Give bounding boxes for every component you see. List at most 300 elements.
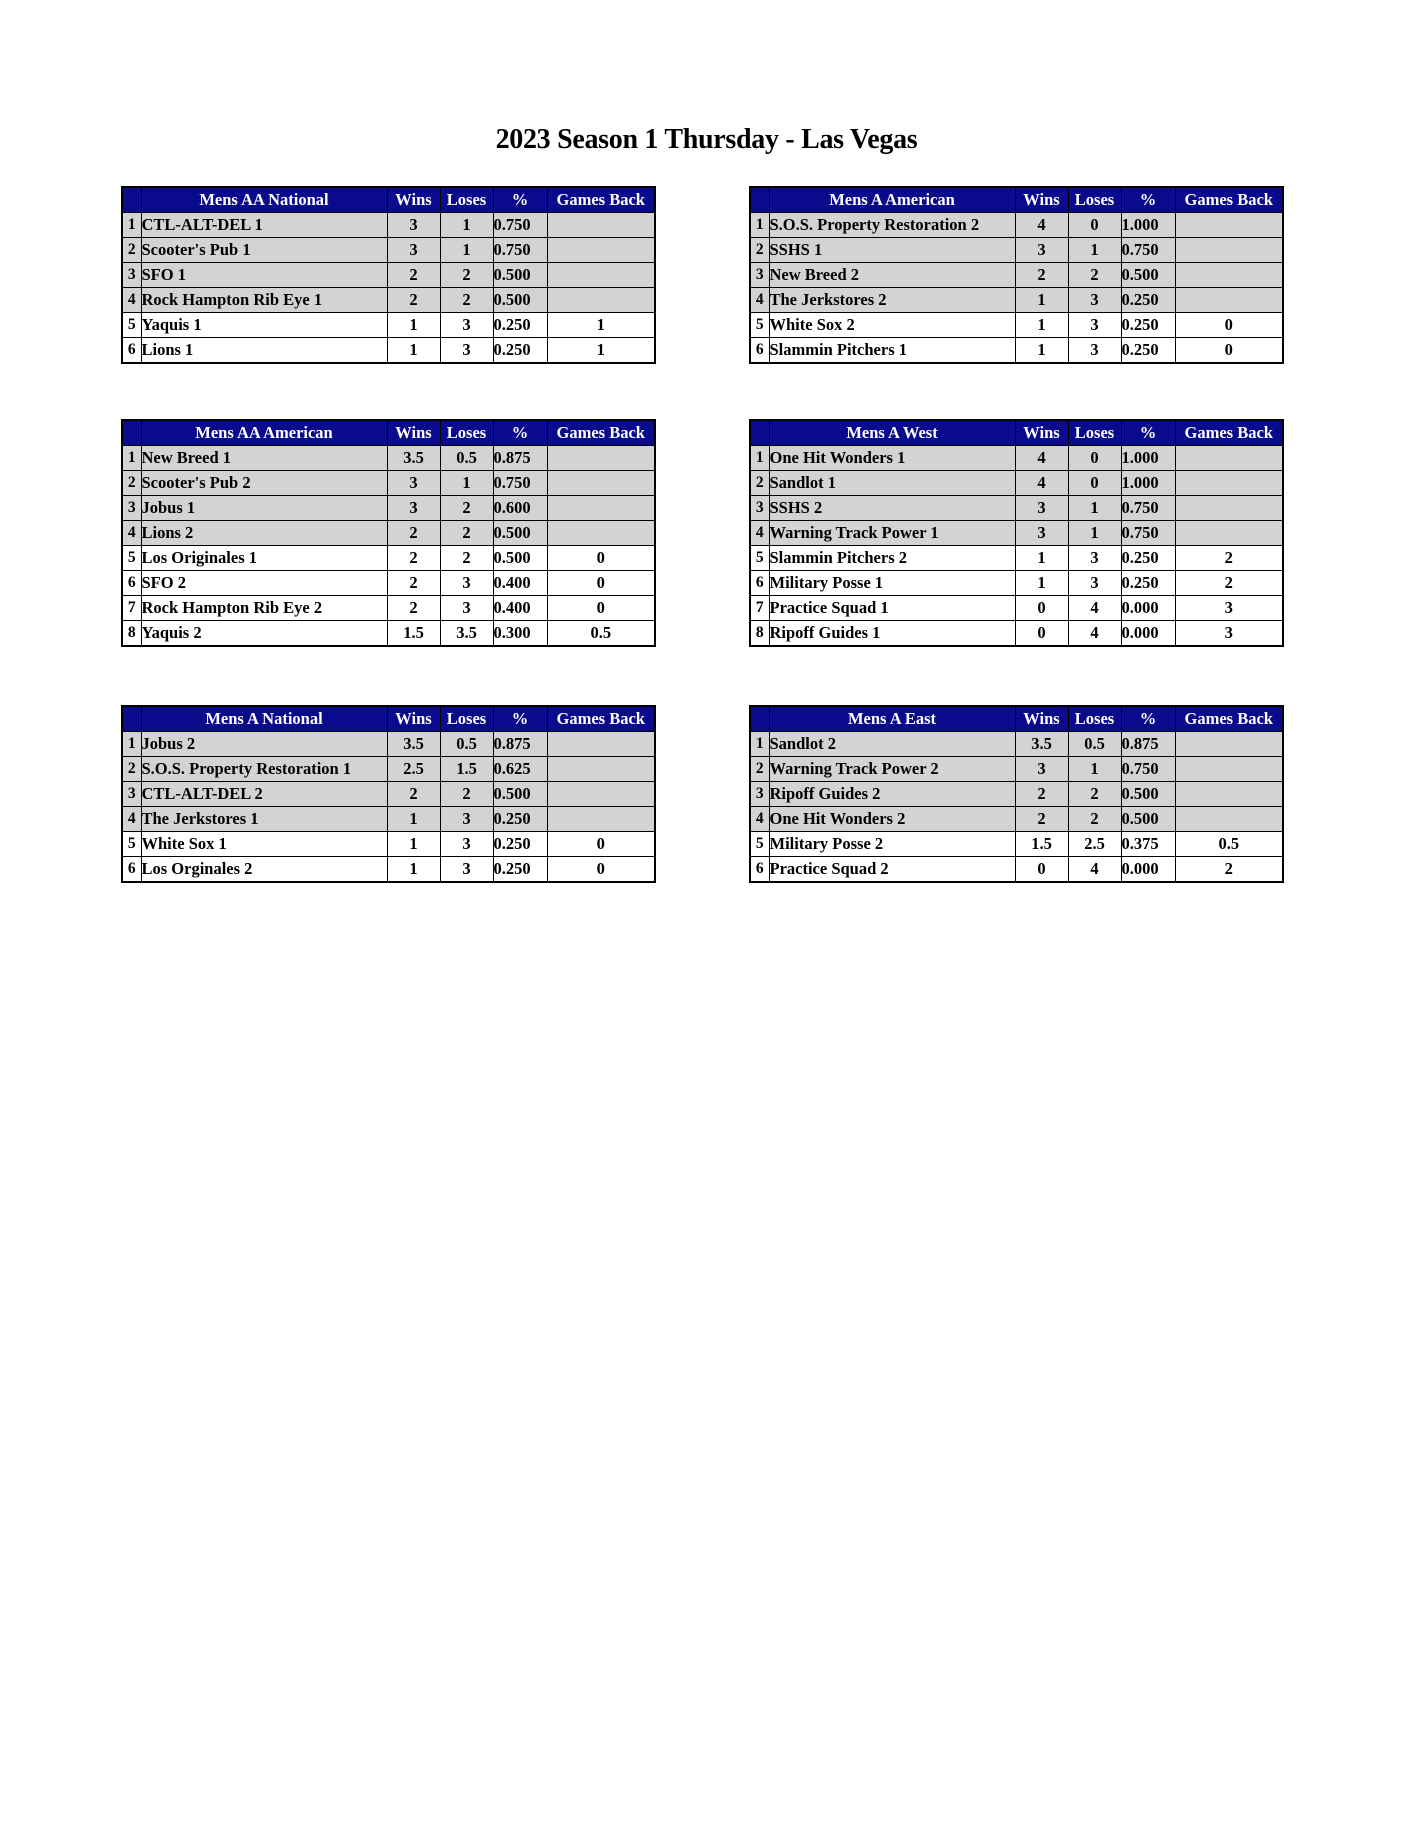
games-back-cell: 0.5 bbox=[1175, 832, 1283, 857]
rank-cell: 3 bbox=[750, 782, 769, 807]
rank-cell: 1 bbox=[750, 446, 769, 471]
wins-cell: 3 bbox=[1015, 496, 1068, 521]
rank-cell: 2 bbox=[750, 238, 769, 263]
rank-cell: 8 bbox=[750, 621, 769, 647]
games-back-header: Games Back bbox=[1175, 187, 1283, 213]
team-cell: CTL-ALT-DEL 2 bbox=[141, 782, 387, 807]
table-row bbox=[122, 521, 655, 546]
rank-cell: 4 bbox=[750, 288, 769, 313]
loses-cell: 3 bbox=[1068, 546, 1121, 571]
pct-cell: 0.750 bbox=[1121, 238, 1175, 263]
table-row bbox=[122, 471, 655, 496]
rank-cell: 7 bbox=[122, 596, 141, 621]
pct-cell: 0.500 bbox=[493, 546, 547, 571]
games-back-header: Games Back bbox=[547, 187, 655, 213]
team-cell: One Hit Wonders 2 bbox=[769, 807, 1015, 832]
team-cell: SFO 2 bbox=[141, 571, 387, 596]
table-row bbox=[122, 782, 655, 807]
rank-header bbox=[122, 420, 141, 446]
wins-cell: 2 bbox=[1015, 263, 1068, 288]
rank-header bbox=[750, 420, 769, 446]
wins-cell: 1 bbox=[387, 807, 440, 832]
games-back-cell bbox=[1175, 807, 1283, 832]
loses-cell: 0 bbox=[1068, 471, 1121, 496]
division-name: Mens A National bbox=[141, 706, 387, 732]
division-table bbox=[121, 186, 656, 364]
team-cell: Ripoff Guides 1 bbox=[769, 621, 1015, 647]
rank-cell: 1 bbox=[750, 213, 769, 238]
wins-cell: 1 bbox=[387, 832, 440, 857]
table-row bbox=[750, 546, 1283, 571]
table-row bbox=[750, 782, 1283, 807]
pct-cell: 0.500 bbox=[1121, 782, 1175, 807]
loses-cell: 0.5 bbox=[440, 446, 493, 471]
loses-cell: 2 bbox=[440, 496, 493, 521]
rank-cell: 7 bbox=[750, 596, 769, 621]
team-cell: Slammin Pitchers 1 bbox=[769, 338, 1015, 364]
rank-cell: 2 bbox=[122, 238, 141, 263]
team-cell: White Sox 1 bbox=[141, 832, 387, 857]
pct-cell: 0.500 bbox=[493, 521, 547, 546]
team-cell: Sandlot 2 bbox=[769, 732, 1015, 757]
games-back-cell bbox=[547, 471, 655, 496]
table-row bbox=[122, 621, 655, 647]
pct-cell: 0.000 bbox=[1121, 596, 1175, 621]
wins-cell: 0 bbox=[1015, 596, 1068, 621]
header-row bbox=[122, 187, 655, 213]
loses-header: Loses bbox=[1068, 706, 1121, 732]
loses-cell: 2 bbox=[440, 782, 493, 807]
pct-cell: 0.750 bbox=[1121, 496, 1175, 521]
rank-cell: 3 bbox=[122, 782, 141, 807]
loses-cell: 3 bbox=[440, 832, 493, 857]
team-cell: Scooter's Pub 2 bbox=[141, 471, 387, 496]
games-back-cell: 3 bbox=[1175, 596, 1283, 621]
header-row bbox=[750, 706, 1283, 732]
rank-cell: 2 bbox=[750, 471, 769, 496]
wins-cell: 2 bbox=[387, 571, 440, 596]
team-cell: One Hit Wonders 1 bbox=[769, 446, 1015, 471]
rank-cell: 6 bbox=[122, 338, 141, 364]
wins-cell: 2 bbox=[387, 263, 440, 288]
rank-cell: 6 bbox=[122, 857, 141, 883]
loses-cell: 1 bbox=[440, 213, 493, 238]
team-cell: Warning Track Power 2 bbox=[769, 757, 1015, 782]
wins-header: Wins bbox=[387, 187, 440, 213]
team-cell: SSHS 1 bbox=[769, 238, 1015, 263]
table-row bbox=[122, 807, 655, 832]
pct-cell: 0.600 bbox=[493, 496, 547, 521]
rank-cell: 5 bbox=[122, 546, 141, 571]
wins-cell: 2 bbox=[387, 596, 440, 621]
wins-cell: 1 bbox=[387, 338, 440, 364]
team-cell: Jobus 1 bbox=[141, 496, 387, 521]
division-name: Mens A American bbox=[769, 187, 1015, 213]
division-table bbox=[121, 419, 656, 647]
games-back-cell bbox=[547, 757, 655, 782]
team-cell: CTL-ALT-DEL 1 bbox=[141, 213, 387, 238]
wins-cell: 4 bbox=[1015, 446, 1068, 471]
loses-cell: 0 bbox=[1068, 446, 1121, 471]
wins-cell: 3 bbox=[387, 213, 440, 238]
wins-cell: 3.5 bbox=[1015, 732, 1068, 757]
rank-header bbox=[122, 706, 141, 732]
rank-cell: 1 bbox=[122, 446, 141, 471]
pct-cell: 1.000 bbox=[1121, 213, 1175, 238]
loses-header: Loses bbox=[440, 420, 493, 446]
rank-cell: 5 bbox=[122, 832, 141, 857]
games-back-cell bbox=[1175, 263, 1283, 288]
team-cell: S.O.S. Property Restoration 2 bbox=[769, 213, 1015, 238]
pct-header: % bbox=[1121, 420, 1175, 446]
pct-cell: 0.500 bbox=[1121, 807, 1175, 832]
games-back-cell bbox=[547, 782, 655, 807]
games-back-cell bbox=[1175, 521, 1283, 546]
team-cell: Practice Squad 2 bbox=[769, 857, 1015, 883]
pct-cell: 0.300 bbox=[493, 621, 547, 647]
table-row bbox=[122, 263, 655, 288]
games-back-cell: 0 bbox=[547, 596, 655, 621]
rank-cell: 6 bbox=[750, 857, 769, 883]
division-name: Mens A West bbox=[769, 420, 1015, 446]
table-row bbox=[750, 571, 1283, 596]
loses-cell: 3 bbox=[440, 338, 493, 364]
loses-cell: 0.5 bbox=[440, 732, 493, 757]
team-cell: Military Posse 1 bbox=[769, 571, 1015, 596]
pct-header: % bbox=[493, 420, 547, 446]
team-cell: S.O.S. Property Restoration 1 bbox=[141, 757, 387, 782]
loses-cell: 2 bbox=[1068, 263, 1121, 288]
table-row bbox=[750, 732, 1283, 757]
table-row bbox=[122, 732, 655, 757]
rank-cell: 1 bbox=[122, 213, 141, 238]
games-back-cell bbox=[547, 807, 655, 832]
team-cell: SFO 1 bbox=[141, 263, 387, 288]
wins-cell: 3 bbox=[1015, 238, 1068, 263]
pct-cell: 0.750 bbox=[493, 213, 547, 238]
team-cell: Yaquis 1 bbox=[141, 313, 387, 338]
table-row bbox=[750, 832, 1283, 857]
rank-cell: 5 bbox=[750, 832, 769, 857]
games-back-cell: 2 bbox=[1175, 857, 1283, 883]
games-back-cell: 0 bbox=[547, 546, 655, 571]
games-back-cell: 0.5 bbox=[547, 621, 655, 647]
pct-cell: 0.250 bbox=[493, 832, 547, 857]
pct-cell: 0.250 bbox=[493, 857, 547, 883]
wins-cell: 1.5 bbox=[1015, 832, 1068, 857]
rank-cell: 2 bbox=[122, 471, 141, 496]
wins-header: Wins bbox=[1015, 420, 1068, 446]
wins-cell: 3 bbox=[1015, 521, 1068, 546]
pct-cell: 0.250 bbox=[1121, 546, 1175, 571]
rank-header bbox=[750, 706, 769, 732]
games-back-cell bbox=[1175, 496, 1283, 521]
loses-header: Loses bbox=[1068, 187, 1121, 213]
rank-cell: 2 bbox=[122, 757, 141, 782]
team-cell: The Jerkstores 2 bbox=[769, 288, 1015, 313]
pct-header: % bbox=[493, 706, 547, 732]
games-back-cell: 1 bbox=[547, 338, 655, 364]
wins-cell: 1 bbox=[1015, 288, 1068, 313]
team-cell: Los Originales 1 bbox=[141, 546, 387, 571]
table-row bbox=[750, 621, 1283, 647]
table-row bbox=[122, 338, 655, 364]
table-row bbox=[122, 832, 655, 857]
rank-cell: 4 bbox=[122, 288, 141, 313]
team-cell: Rock Hampton Rib Eye 1 bbox=[141, 288, 387, 313]
wins-cell: 2 bbox=[1015, 782, 1068, 807]
loses-cell: 1.5 bbox=[440, 757, 493, 782]
table-row bbox=[122, 446, 655, 471]
table-row bbox=[750, 807, 1283, 832]
loses-cell: 0 bbox=[1068, 213, 1121, 238]
loses-cell: 3 bbox=[1068, 313, 1121, 338]
wins-cell: 1 bbox=[1015, 571, 1068, 596]
loses-cell: 1 bbox=[1068, 521, 1121, 546]
loses-header: Loses bbox=[1068, 420, 1121, 446]
table-row bbox=[750, 757, 1283, 782]
table-row bbox=[750, 471, 1283, 496]
wins-cell: 2 bbox=[387, 782, 440, 807]
pct-cell: 0.750 bbox=[1121, 757, 1175, 782]
loses-cell: 3.5 bbox=[440, 621, 493, 647]
pct-cell: 0.500 bbox=[493, 288, 547, 313]
wins-cell: 1.5 bbox=[387, 621, 440, 647]
table-row bbox=[750, 313, 1283, 338]
loses-cell: 1 bbox=[1068, 496, 1121, 521]
wins-header: Wins bbox=[387, 420, 440, 446]
pct-cell: 0.500 bbox=[1121, 263, 1175, 288]
loses-cell: 0.5 bbox=[1068, 732, 1121, 757]
wins-cell: 4 bbox=[1015, 213, 1068, 238]
games-back-header: Games Back bbox=[1175, 420, 1283, 446]
wins-cell: 3.5 bbox=[387, 732, 440, 757]
rank-cell: 3 bbox=[122, 496, 141, 521]
rank-cell: 4 bbox=[750, 521, 769, 546]
table-row bbox=[750, 857, 1283, 883]
division-name: Mens AA National bbox=[141, 187, 387, 213]
rank-cell: 5 bbox=[750, 313, 769, 338]
team-cell: New Breed 1 bbox=[141, 446, 387, 471]
loses-cell: 2 bbox=[1068, 807, 1121, 832]
team-cell: Yaquis 2 bbox=[141, 621, 387, 647]
games-back-cell bbox=[1175, 732, 1283, 757]
page-title: 2023 Season 1 Thursday - Las Vegas bbox=[495, 124, 918, 155]
games-back-cell: 2 bbox=[1175, 546, 1283, 571]
pct-cell: 0.625 bbox=[493, 757, 547, 782]
wins-cell: 3 bbox=[387, 496, 440, 521]
division-table bbox=[749, 705, 1284, 883]
pct-cell: 0.250 bbox=[493, 807, 547, 832]
rank-cell: 2 bbox=[750, 757, 769, 782]
wins-cell: 2 bbox=[387, 288, 440, 313]
games-back-cell bbox=[1175, 446, 1283, 471]
loses-cell: 1 bbox=[440, 238, 493, 263]
table-row bbox=[750, 263, 1283, 288]
table-row bbox=[750, 338, 1283, 364]
team-cell: New Breed 2 bbox=[769, 263, 1015, 288]
division-name: Mens A East bbox=[769, 706, 1015, 732]
table-row bbox=[122, 757, 655, 782]
pct-cell: 0.750 bbox=[493, 471, 547, 496]
pct-cell: 0.375 bbox=[1121, 832, 1175, 857]
team-cell: Warning Track Power 1 bbox=[769, 521, 1015, 546]
rank-cell: 3 bbox=[750, 263, 769, 288]
wins-cell: 1 bbox=[1015, 546, 1068, 571]
wins-header: Wins bbox=[1015, 706, 1068, 732]
games-back-cell bbox=[547, 288, 655, 313]
table-row bbox=[122, 546, 655, 571]
pct-header: % bbox=[1121, 187, 1175, 213]
wins-cell: 2.5 bbox=[387, 757, 440, 782]
header-row bbox=[122, 420, 655, 446]
loses-cell: 2 bbox=[440, 263, 493, 288]
games-back-cell bbox=[1175, 471, 1283, 496]
wins-header: Wins bbox=[387, 706, 440, 732]
games-back-cell bbox=[547, 521, 655, 546]
rank-cell: 5 bbox=[750, 546, 769, 571]
wins-cell: 1 bbox=[387, 313, 440, 338]
loses-cell: 3 bbox=[440, 596, 493, 621]
rank-cell: 4 bbox=[750, 807, 769, 832]
wins-cell: 2 bbox=[387, 521, 440, 546]
games-back-cell bbox=[547, 496, 655, 521]
table-row bbox=[122, 238, 655, 263]
table-row bbox=[750, 213, 1283, 238]
pct-header: % bbox=[1121, 706, 1175, 732]
pct-cell: 0.250 bbox=[1121, 571, 1175, 596]
division-name: Mens AA American bbox=[141, 420, 387, 446]
games-back-cell bbox=[547, 213, 655, 238]
games-back-cell bbox=[1175, 782, 1283, 807]
loses-cell: 1 bbox=[1068, 238, 1121, 263]
games-back-cell bbox=[1175, 213, 1283, 238]
pct-cell: 0.875 bbox=[493, 446, 547, 471]
rank-cell: 4 bbox=[122, 521, 141, 546]
team-cell: Los Orginales 2 bbox=[141, 857, 387, 883]
games-back-cell: 0 bbox=[547, 857, 655, 883]
games-back-cell: 1 bbox=[547, 313, 655, 338]
division-table bbox=[749, 186, 1284, 364]
pct-cell: 0.750 bbox=[1121, 521, 1175, 546]
wins-cell: 2 bbox=[1015, 807, 1068, 832]
pct-cell: 1.000 bbox=[1121, 471, 1175, 496]
wins-cell: 3 bbox=[387, 471, 440, 496]
header-row bbox=[750, 420, 1283, 446]
games-back-cell: 3 bbox=[1175, 621, 1283, 647]
pct-cell: 0.400 bbox=[493, 571, 547, 596]
loses-cell: 4 bbox=[1068, 596, 1121, 621]
team-cell: Jobus 2 bbox=[141, 732, 387, 757]
games-back-cell: 0 bbox=[547, 571, 655, 596]
rank-cell: 6 bbox=[750, 571, 769, 596]
wins-cell: 1 bbox=[1015, 313, 1068, 338]
team-cell: White Sox 2 bbox=[769, 313, 1015, 338]
pct-cell: 0.000 bbox=[1121, 621, 1175, 647]
loses-cell: 2 bbox=[440, 521, 493, 546]
team-cell: Scooter's Pub 1 bbox=[141, 238, 387, 263]
team-cell: Ripoff Guides 2 bbox=[769, 782, 1015, 807]
table-row bbox=[750, 238, 1283, 263]
games-back-header: Games Back bbox=[1175, 706, 1283, 732]
table-row bbox=[122, 596, 655, 621]
header-row bbox=[750, 187, 1283, 213]
team-cell: Military Posse 2 bbox=[769, 832, 1015, 857]
table-row bbox=[122, 213, 655, 238]
team-cell: The Jerkstores 1 bbox=[141, 807, 387, 832]
wins-cell: 3.5 bbox=[387, 446, 440, 471]
team-cell: Practice Squad 1 bbox=[769, 596, 1015, 621]
games-back-header: Games Back bbox=[547, 706, 655, 732]
wins-cell: 1 bbox=[1015, 338, 1068, 364]
table-row bbox=[122, 857, 655, 883]
team-cell: Slammin Pitchers 2 bbox=[769, 546, 1015, 571]
table-row bbox=[750, 288, 1283, 313]
loses-cell: 3 bbox=[440, 571, 493, 596]
loses-cell: 2 bbox=[1068, 782, 1121, 807]
division-table bbox=[749, 419, 1284, 647]
loses-cell: 3 bbox=[440, 313, 493, 338]
team-cell: Lions 2 bbox=[141, 521, 387, 546]
loses-cell: 3 bbox=[1068, 338, 1121, 364]
wins-cell: 4 bbox=[1015, 471, 1068, 496]
games-back-cell: 0 bbox=[1175, 338, 1283, 364]
games-back-cell bbox=[547, 732, 655, 757]
pct-cell: 0.500 bbox=[493, 782, 547, 807]
games-back-cell bbox=[547, 446, 655, 471]
table-row bbox=[750, 496, 1283, 521]
loses-header: Loses bbox=[440, 187, 493, 213]
rank-cell: 6 bbox=[122, 571, 141, 596]
pct-cell: 0.500 bbox=[493, 263, 547, 288]
table-row bbox=[122, 313, 655, 338]
loses-cell: 2 bbox=[440, 546, 493, 571]
rank-header bbox=[122, 187, 141, 213]
games-back-header: Games Back bbox=[547, 420, 655, 446]
rank-header bbox=[750, 187, 769, 213]
games-back-cell bbox=[547, 238, 655, 263]
rank-cell: 5 bbox=[122, 313, 141, 338]
games-back-cell: 0 bbox=[547, 832, 655, 857]
wins-cell: 0 bbox=[1015, 621, 1068, 647]
rank-cell: 1 bbox=[122, 732, 141, 757]
loses-cell: 3 bbox=[1068, 571, 1121, 596]
games-back-cell bbox=[547, 263, 655, 288]
pct-cell: 0.250 bbox=[493, 313, 547, 338]
division-table bbox=[121, 705, 656, 883]
games-back-cell: 2 bbox=[1175, 571, 1283, 596]
rank-cell: 8 bbox=[122, 621, 141, 647]
pct-cell: 0.750 bbox=[493, 238, 547, 263]
loses-cell: 3 bbox=[440, 807, 493, 832]
team-cell: Sandlot 1 bbox=[769, 471, 1015, 496]
games-back-cell bbox=[1175, 757, 1283, 782]
loses-cell: 4 bbox=[1068, 857, 1121, 883]
loses-cell: 1 bbox=[1068, 757, 1121, 782]
pct-cell: 0.250 bbox=[1121, 338, 1175, 364]
pct-cell: 0.000 bbox=[1121, 857, 1175, 883]
wins-cell: 3 bbox=[387, 238, 440, 263]
pct-cell: 0.250 bbox=[1121, 288, 1175, 313]
loses-cell: 4 bbox=[1068, 621, 1121, 647]
pct-cell: 0.250 bbox=[493, 338, 547, 364]
loses-cell: 3 bbox=[1068, 288, 1121, 313]
wins-cell: 0 bbox=[1015, 857, 1068, 883]
pct-cell: 0.875 bbox=[1121, 732, 1175, 757]
wins-cell: 1 bbox=[387, 857, 440, 883]
loses-cell: 3 bbox=[440, 857, 493, 883]
pct-cell: 0.875 bbox=[493, 732, 547, 757]
